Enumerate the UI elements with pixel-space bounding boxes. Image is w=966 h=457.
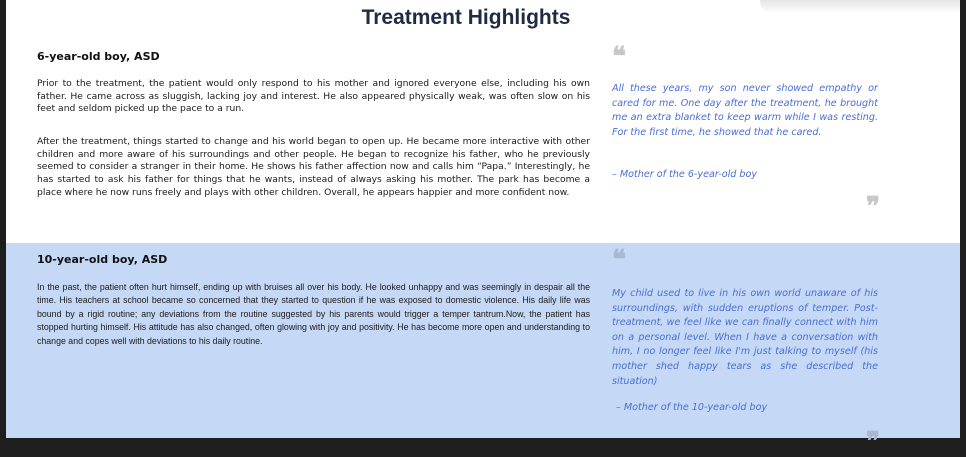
case-paragraph-before: Prior to the treatment, the patient would only respond to his mother and ignored everyone else, including his own father. He came across as sluggish, lacking joy and interest. He also appeared physically weak, was often slow on his feet and seldom picked up the pace to a run. xyxy=(37,78,590,115)
open-quote-icon: ❝ xyxy=(612,42,626,72)
case-section-1 xyxy=(6,38,960,243)
open-quote-icon: ❝ xyxy=(612,245,626,275)
testimonial-quote: My child used to live in his own world unaware of his surroundings, with sudden eruptions of temper. Post-treatment, we feel like we can finally connect with him on a personal level. When I have a conversation with him, I no longer feel like I'm just talking to myself (his mother shed happy tears as she described the situation) xyxy=(612,288,878,387)
page-title: Treatment Highlights xyxy=(361,6,571,29)
testimonial-attribution: – Mother of the 10-year-old boy xyxy=(616,402,768,413)
case-paragraph-after: After the treatment, things started to change and his world began to open up. He became more interactive with other children and more aware of his surroundings and other people. He began to recognize his father, who he previously seemed to consider a stranger in their home. He shows his father affection now and calls him “Papa.” Interestingly, he has started to ask his father for things that he wants, instead of always asking his mother. The park has become a place where he now runs freely and plays with other children. Overall, he appears happier and more confident now. xyxy=(37,136,590,198)
case-title: 6-year-old boy, ASD xyxy=(37,50,160,63)
case-paragraph: In the past, the patient often hurt himself, ending up with bruises all over his body. He looked unhappy and was seemingly in despair all the time. His teachers at school became so concerned that they started to question if he was exposed to domestic violence. His daily life was bound by a rigid routine; any deviations from the routine suggested by his parents would trigger a temper tantrum.Now, the patient has stopped hurting himself. His attitude has also changed, often glowing with joy and positivity. He has become more open and understanding to change and copes well with deviations to his daily routine. xyxy=(37,282,590,346)
case-title: 10-year-old boy, ASD xyxy=(37,253,168,266)
close-quote-icon: ❞ xyxy=(866,427,880,457)
testimonial-attribution: – Mother of the 6-year-old boy xyxy=(612,169,758,180)
close-quote-icon: ❞ xyxy=(866,192,880,222)
testimonial-quote: All these years, my son never showed empathy or cared for me. One day after the treatment, he brought me an extra blanket to keep warm while I was resting. For the first time, he showed that he cared. xyxy=(612,83,878,138)
page-frame xyxy=(6,0,960,457)
case-section-2 xyxy=(6,243,960,457)
